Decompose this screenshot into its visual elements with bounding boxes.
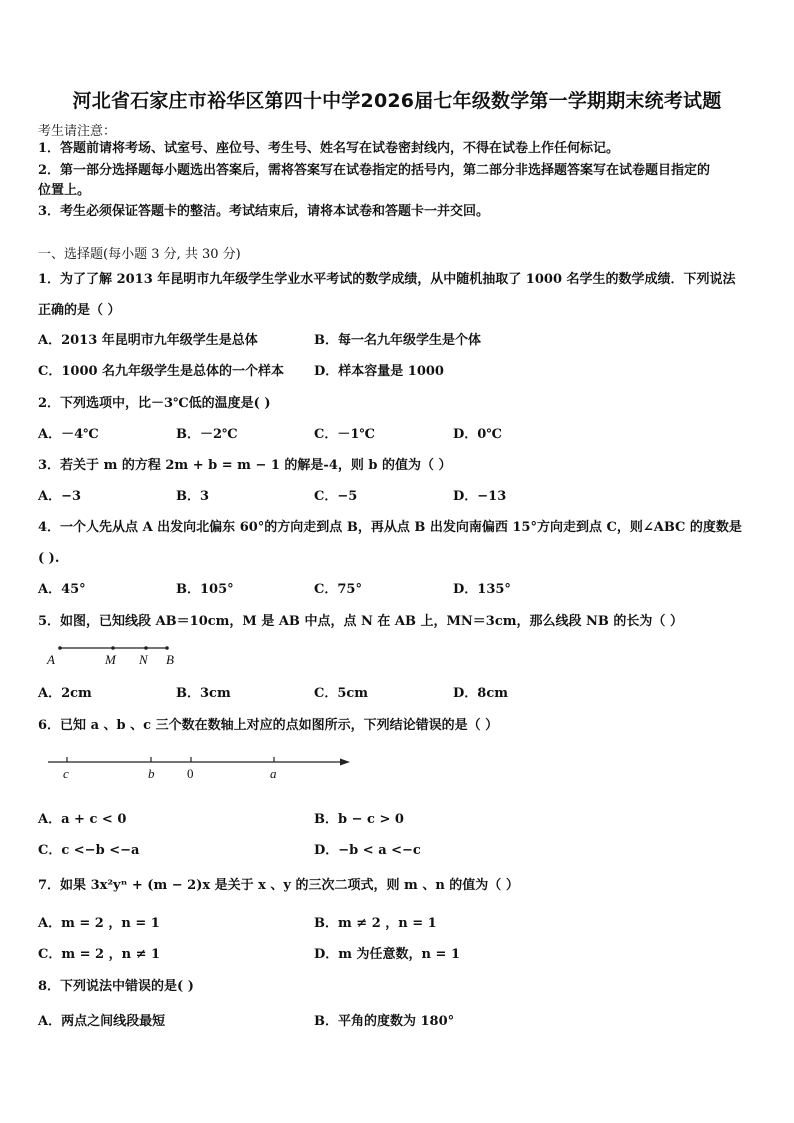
notice-heading: 考生请注意： [38, 124, 117, 139]
q7-option-d: D．m 为任意数，n = 1 [314, 947, 460, 962]
q1-option-b: B．每一名九年级学生是个体 [314, 333, 481, 348]
number-line-label-zero: 0 [187, 766, 194, 781]
notice-item-2-cont: 位置上。 [38, 183, 91, 198]
number-line-label-b: b [148, 766, 155, 781]
q8-option-a: A．两点之间线段最短 [38, 1014, 166, 1029]
page-title: 河北省石家庄市裕华区第四十中学2026届七年级数学第一学期期末统考试题 [72, 90, 722, 112]
q1-option-a: A．2013 年昆明市九年级学生是总体 [38, 333, 258, 348]
q4-option-b: B．105° [176, 582, 234, 597]
q3-option-d: D．−13 [453, 489, 507, 504]
q3-option-c: C．−5 [314, 489, 358, 504]
question-4-text: 4．一个人先从点 A 出发向北偏东 60°的方向走到点 B，再从点 B 出发向南偏西 15°方向走到点 C，则∠ABC 的度数是 [38, 520, 742, 535]
q6-option-a: A．a + c < 0 [38, 812, 127, 827]
notice-item-1: 1．答题前请将考场、试室号、座位号、考生号、姓名写在试卷密封线内，不得在试卷上作任何标记。 [38, 141, 620, 156]
q2-option-b: B．－2℃ [176, 427, 238, 442]
q4-option-a: A．45° [38, 582, 86, 597]
question-2-text: 2．下列选项中，比－3℃低的温度是( ) [38, 396, 271, 411]
q1-option-d: D．样本容量是 1000 [314, 364, 444, 379]
question-4-text-cont: ( ). [38, 551, 60, 566]
notice-item-3: 3．考生必须保证答题卡的整洁。考试结束后，请将本试卷和答题卡一并交回。 [38, 204, 490, 219]
q4-option-d: D．135° [453, 582, 511, 597]
number-line-label-a: a [270, 766, 277, 781]
segment-label-n: N [139, 652, 148, 667]
question-1-text-cont: 正确的是（ ） [38, 303, 121, 318]
question-7-text: 7．如果 3x²yⁿ + (m − 2)x 是关于 x 、y 的三次二项式，则 m 、n 的值为（ ） [38, 878, 519, 893]
q5-option-c: C．5cm [314, 686, 369, 701]
q2-option-c: C．－1℃ [314, 427, 375, 442]
q7-option-b: B．m ≠ 2 ，n = 1 [314, 916, 437, 931]
q5-option-a: A．2cm [38, 686, 92, 701]
segment-label-a: A [47, 652, 55, 667]
q5-option-b: B．3cm [176, 686, 231, 701]
question-5-text: 5．如图，已知线段 AB＝10cm，M 是 AB 中点，点 N 在 AB 上，MN＝3cm，那么线段 NB 的长为（ ） [38, 614, 683, 629]
q6-option-c: C．c <−b <−a [38, 843, 140, 858]
segment-label-b: B [166, 652, 174, 667]
number-line-label-c: c [63, 766, 69, 781]
q2-option-a: A．－4℃ [38, 427, 99, 442]
q4-option-c: C．75° [314, 582, 362, 597]
q3-option-b: B．3 [176, 489, 210, 504]
q2-option-d: D．0℃ [453, 427, 502, 442]
q6-option-b: B．b − c > 0 [314, 812, 404, 827]
section-heading: 一、选择题(每小题 3 分, 共 30 分) [38, 247, 241, 262]
question-1-text: 1．为了了解 2013 年昆明市九年级学生学业水平考试的数学成绩，从中随机抽取了 1000 名学生的数学成绩．下列说法 [38, 272, 736, 287]
q5-option-d: D．8cm [453, 686, 508, 701]
q3-option-a: A．−3 [38, 489, 82, 504]
question-8-text: 8．下列说法中错误的是( ) [38, 979, 194, 994]
question-3-text: 3．若关于 m 的方程 2m + b = m − 1 的解是-4，则 b 的值为（ ） [38, 458, 452, 473]
segment-label-m: M [105, 652, 116, 667]
q7-option-a: A．m = 2 ，n = 1 [38, 916, 160, 931]
q1-option-c: C．1000 名九年级学生是总体的一个样本 [38, 364, 285, 379]
q6-option-d: D．−b < a <−c [314, 843, 421, 858]
question-6-text: 6．已知 a 、b 、c 三个数在数轴上对应的点如图所示，下列结论错误的是（ ） [38, 718, 499, 733]
notice-item-2: 2．第一部分选择题每小题选出答案后，需将答案写在试卷指定的括号内，第二部分非选择题答案写在试卷题目指定的 [38, 163, 711, 178]
q7-option-c: C．m = 2 ，n ≠ 1 [38, 947, 161, 962]
q8-option-b: B．平角的度数为 180° [314, 1014, 455, 1029]
